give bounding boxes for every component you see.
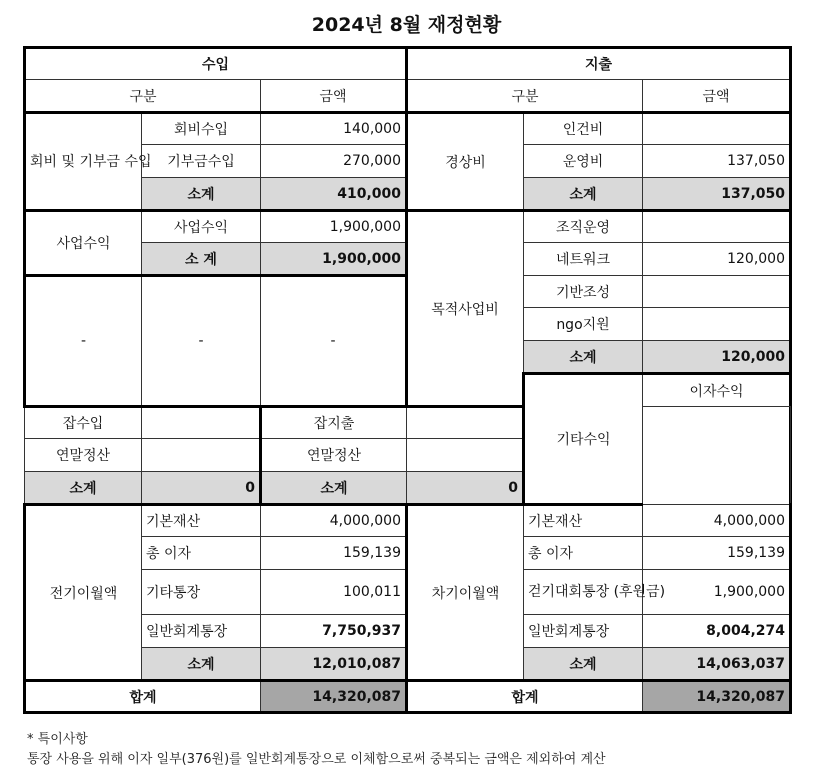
expense-item-value: 8,004,274 [643, 615, 791, 648]
expense-group-carryforward: 차기이월액 [407, 505, 524, 681]
income-subtotal-value: 1,900,000 [261, 243, 407, 276]
finance-table [23, 46, 792, 714]
income-group-other: 기타수익 [524, 374, 643, 505]
expense-subtotal-label: 소계 [524, 341, 643, 374]
expense-item-label: 네트워크 [524, 243, 643, 276]
expense-subtotal-label: 소계 [261, 472, 407, 505]
income-blank-cell: - [142, 276, 261, 407]
income-total-value: 14,320,087 [261, 681, 407, 713]
expense-item-value [407, 439, 524, 472]
expense-item-label: 기본재산 [524, 505, 643, 537]
expense-total-label: 합계 [407, 681, 643, 713]
expense-total-value: 14,320,087 [643, 681, 791, 713]
expense-amount-header: 금액 [643, 80, 791, 113]
expense-item-value [643, 308, 791, 341]
expense-category-header: 구분 [407, 80, 643, 113]
expense-item-value [643, 211, 791, 243]
income-item-label: 사업수익 [142, 211, 261, 243]
income-item-label: 연말정산 [25, 439, 142, 472]
income-item-label: 이자수익 [643, 374, 791, 407]
notes-heading: * 특이사항 [27, 732, 88, 747]
income-blank-cell: - [25, 276, 142, 407]
expense-subtotal-value: 14,063,037 [643, 648, 791, 681]
income-item-value: 4,000,000 [261, 505, 407, 537]
income-blank-cell: - [261, 276, 407, 407]
expense-item-label: 인건비 [524, 113, 643, 145]
income-item-label: 총 이자 [142, 537, 261, 570]
income-subtotal-label: 소 계 [142, 243, 261, 276]
income-item-label: 기부금수입 [142, 145, 261, 178]
income-item-value: 1,900,000 [261, 211, 407, 243]
income-item-value: 159,139 [261, 537, 407, 570]
income-item-label: 기타통장 [142, 570, 261, 615]
income-subtotal-label: 소계 [142, 648, 261, 681]
income-group-business: 사업수익 [25, 211, 142, 276]
income-item-value [142, 439, 261, 472]
expense-group-purpose: 목적사업비 [407, 211, 524, 407]
expense-item-label: 연말정산 [261, 439, 407, 472]
income-item-value: 140,000 [261, 113, 407, 145]
expense-subtotal-label: 소계 [524, 648, 643, 681]
expense-item-value: 1,900,000 [643, 570, 791, 615]
expense-subtotal-value: 120,000 [643, 341, 791, 374]
expense-item-label: 총 이자 [524, 537, 643, 570]
income-group-carryover: 전기이월액 [25, 505, 142, 681]
page-title: 2024년 8월 재정현황 [311, 14, 502, 36]
expense-item-value: 120,000 [643, 243, 791, 276]
expense-subtotal-value: 0 [407, 472, 524, 505]
expense-item-value: 159,139 [643, 537, 791, 570]
income-item-value: 7,750,937 [261, 615, 407, 648]
notes-text: 통장 사용을 위해 이자 일부(376원)를 일반회계통장으로 이체함으로써 중복되는 금액은 제외하여 계산 [27, 752, 606, 767]
income-item-label: 일반회계통장 [142, 615, 261, 648]
expense-item-value [643, 113, 791, 145]
expense-item-label: 조직운영 [524, 211, 643, 243]
expense-subtotal-label: 소계 [524, 178, 643, 211]
income-item-label: 기본재산 [142, 505, 261, 537]
income-header: 수입 [25, 48, 407, 80]
notes [27, 730, 606, 770]
income-subtotal-value: 410,000 [261, 178, 407, 211]
income-amount-header: 금액 [261, 80, 407, 113]
expense-item-value: 4,000,000 [643, 505, 791, 537]
expense-item-value [643, 276, 791, 308]
expense-item-label: 걷기대회통장 (후원금) [524, 570, 643, 615]
income-item-value: 270,000 [261, 145, 407, 178]
expense-item-label: 운영비 [524, 145, 643, 178]
expense-item-value: 137,050 [643, 145, 791, 178]
expense-item-label: 일반회계통장 [524, 615, 643, 648]
expense-subtotal-value: 137,050 [643, 178, 791, 211]
expense-item-label: ngo지원 [524, 308, 643, 341]
income-category-header: 구분 [25, 80, 261, 113]
expense-group-operating: 경상비 [407, 113, 524, 211]
income-subtotal-value: 0 [142, 472, 261, 505]
income-group-membership: 회비 및 기부금 수입 [25, 113, 142, 211]
income-total-label: 합계 [25, 681, 261, 713]
income-item-label: 회비수입 [142, 113, 261, 145]
income-item-value [142, 407, 261, 439]
income-item-label: 잡수입 [25, 407, 142, 439]
expense-item-value [407, 407, 524, 439]
income-item-value: 100,011 [261, 570, 407, 615]
expense-item-label: 기반조성 [524, 276, 643, 308]
income-subtotal-value: 12,010,087 [261, 648, 407, 681]
expense-item-label: 잡지출 [261, 407, 407, 439]
income-subtotal-label: 소계 [25, 472, 142, 505]
income-subtotal-label: 소계 [142, 178, 261, 211]
expense-header: 지출 [407, 48, 791, 80]
